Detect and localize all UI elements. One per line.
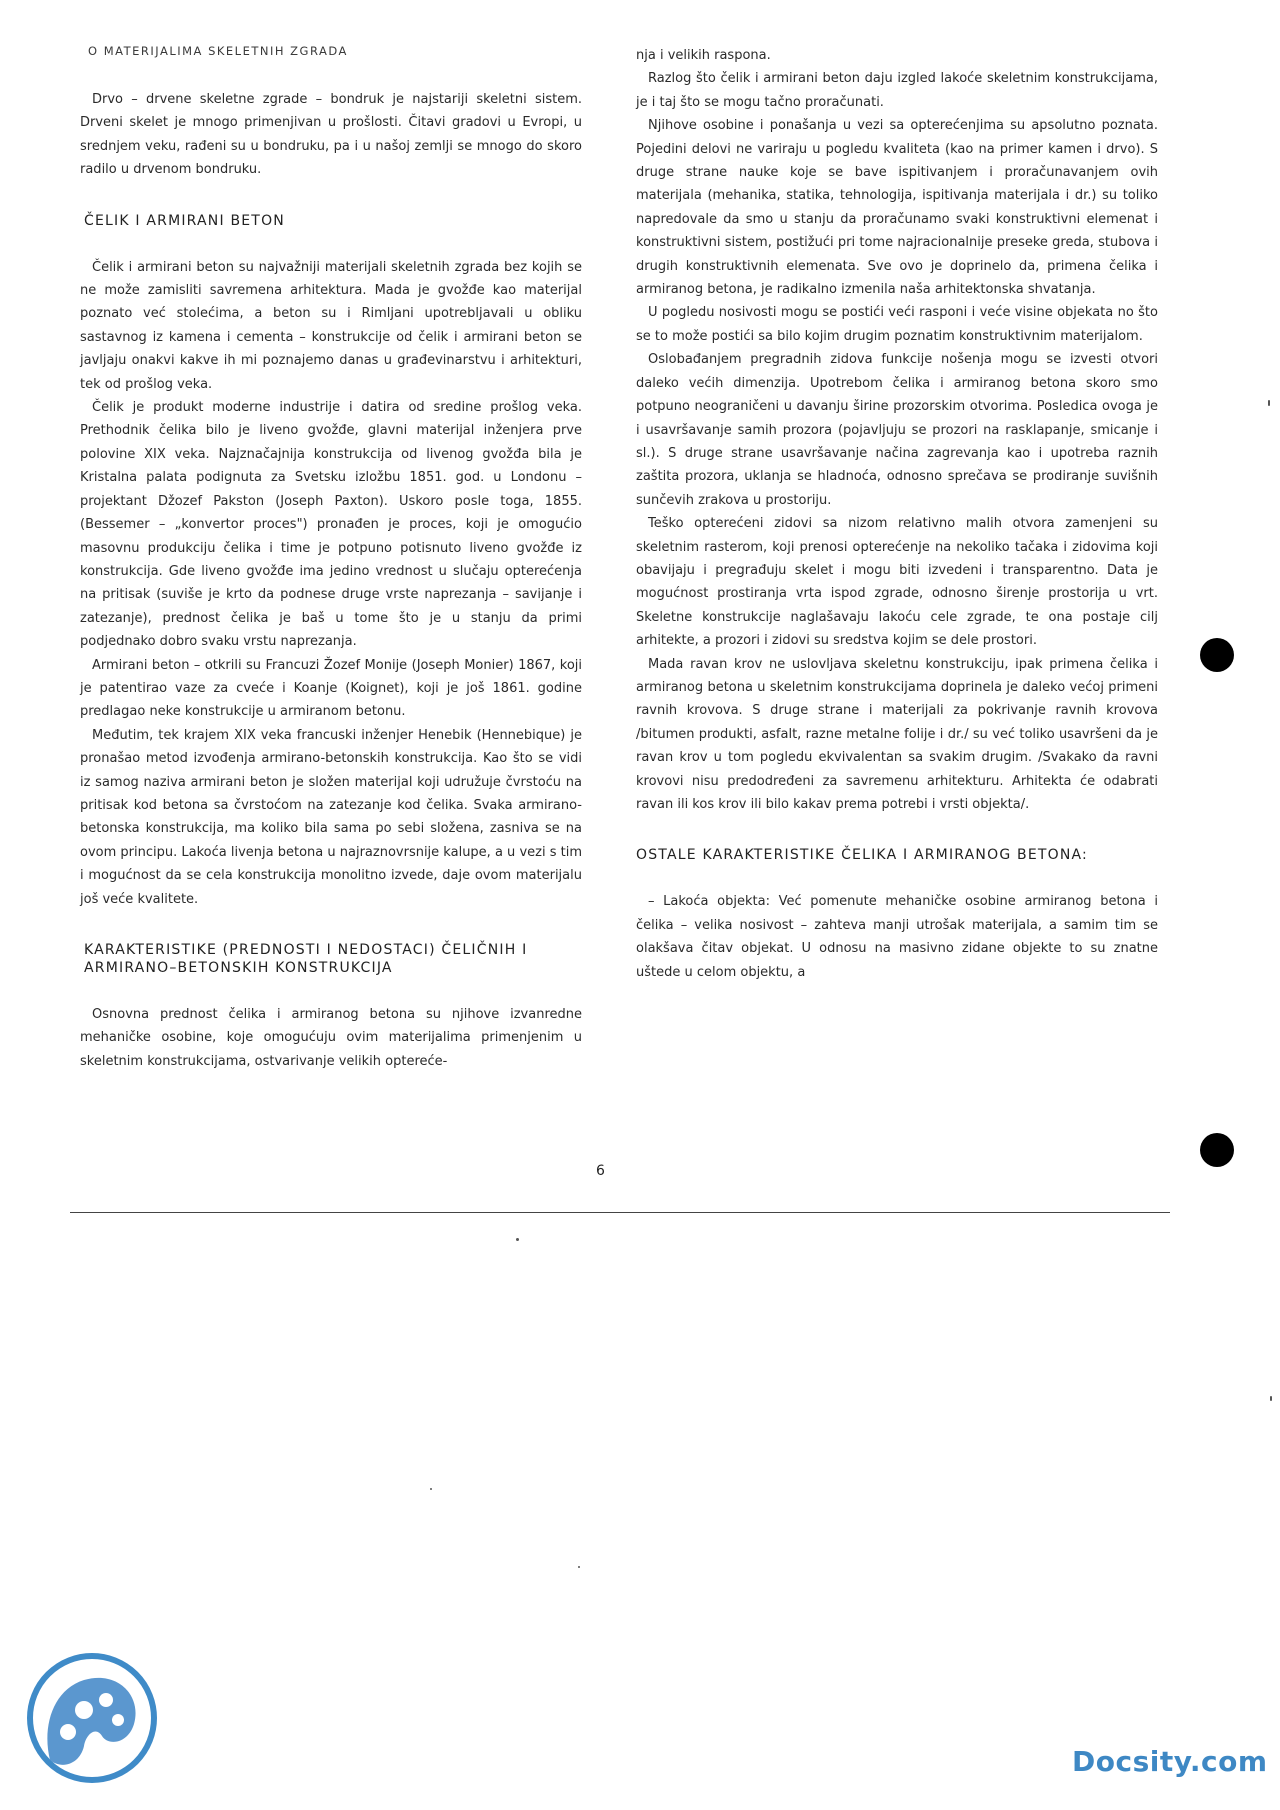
paragraph: Armirani beton – otkrili su Francuzi Žozef Monije (Joseph Monier) 1867, koji je patentirao vaze za cveće i Koanje (Koignet), koji je još 1861. godine predlagao neke konstrukcije u armiranom betonu. [80,657,582,720]
page-number: 6 [596,1163,605,1179]
paragraph: Čelik je produkt moderne industrije i datira od sredine prošlog veka. Prethodnik čelika bilo je liveno gvožđe, glavni materijal inženjera prve polovine XIX veka. Najznačajnija konstrukcija od livenog gvožđa bila je Kristalna palata podignuta za Svetsku izložbu 1851. god. u Londonu – projektant Džozef Pakston (Joseph Paxton). Uskoro posle toga, 1855. (Bessemer – „konvertor proces") pronađen je proces, koji je omogućio masovnu produkciju čelika i time je potpuno potisnuto liveno gvožđe iz konstrukcija. Gde liveno gvožđe ima jedino vrednost u slučaju opterećenja na pritisak (suviše je krto da podnese druge vrste naprezanja – savijanje i zatezanje), prednost čelika je baš u tome što je u stanju da primi podjednako dobro svaku vrstu naprezanja. [80,400,582,650]
paragraph: – Lakoća objekta: Već pomenute mehaničke osobine armiranog betona i čelika – velika nosivost – zahteva manji utrošak materijala, a samim tim se olakšava čitav objekat. U odnosu na masivno zidane objekte to su znatne uštede u celom objektu, a [636,894,1158,980]
paragraph: U pogledu nosivosti mogu se postići veći rasponi i veće visine objekata no što se to može postići sa bilo kojim drugim poznatim konstruktivnim materijalom. [636,305,1158,344]
scan-speck [516,1238,519,1241]
watermark-brand: Docsity.com [1072,1745,1268,1778]
paragraph: nja i velikih raspona. [636,48,771,63]
paragraph: Oslobađanjem pregradnih zidova funkcije nošenja mogu se izvesti otvori daleko većih dimenzija. Upotrebom čelika i armiranog betona skoro smo potpuno neograničeni u davanju širine prozorskim otvorima. Posledica ovoga je i usavršavanje samih prozora (pojavljuju se prozori na rasklapanje, smicanje i sl.). S druge strane usavršavanje načina zagrevanja kao i upotreba raznih zaštita prozora, uklanja se hladnoća, odnosno sprečava se prodiranje suvišnih sunčevih zrakova u prostoriju. [636,352,1158,508]
scan-speck [578,1566,580,1568]
paragraph: Njihove osobine i ponašanja u vezi sa opterećenjima su apsolutno poznata. Pojedini delovi ne variraju u pogledu kvaliteta (kao na primer kamen i drvo). S druge strane nauke koje se bave ispitivanjem i proračunavanjem ovih materijala (mehanika, statika, tehnologija, ispitivanja materijala i dr.) su toliko napredovale da smo u stanju da proračunamo svaki konstruktivni elemenat i konstruktivni sistem, postižući pri tome najracionalnije preseke greda, stubova i drugih konstruktivnih elemenata. Sve ovo je doprinelo da, primena čelika i armiranog betona, je radikalno izmenila naša arhitektonska shvatanja. [636,118,1158,298]
section-heading-characteristics: KARAKTERISTIKE (PREDNOSTI I NEDOSTACI) ČELIČNIH I ARMIRANO–BETONSKIH KONSTRUKCIJA [84,942,528,976]
section-heading-other-characteristics: OSTALE KARAKTERISTIKE ČELIKA I ARMIRANOG BETONA: [636,847,1088,864]
docsity-logo-icon [22,1648,162,1788]
paragraph: Međutim, tek krajem XIX veka francuski inženjer Henebik (Hennebique) je pronašao metod izvođenja armirano-betonskih konstrukcija. Kao što se vidi iz samog naziva armirani beton je složen materijal koji udružuje čvrstoću na pritisak kod betona sa čvrstoćom na zatezanje kod čelika. Svaka armirano-betonska konstrukcija, ma koliko bila sama po sebi složena, zasniva se na ovom principu. Lakoća livenja betona u najraznovrsnije kalupe, a u vezi s tim i mogućnost da se cela konstrukcija monolitno izvede, daje ovom materijalu još veće kvalitete. [80,727,582,907]
paragraph: Mada ravan krov ne uslovljava skeletnu konstrukciju, ipak primena čelika i armiranog betona u skeletnim konstrukcijama doprinela je daleko većoj primeni ravnih krovova. S druge strane i materijali za pokrivanje ravnih krovova /bitumen produkti, asfalt, razne metalne folije i dr./ su već toliko usavršeni da je ravan krov u tom pogledu ekvivalentan sa svakim drugim. /Svakako da ravni krovovi nisu predodređeni za savremenu arhitekturu. Arhitekta će odabrati ravan ili kos krov ili bilo kakav prema potrebi i vrsti objekta/. [636,656,1158,812]
intro-paragraph: Drvo – drvene skeletne zgrade – bondruk je najstariji skeletni sistem. Drveni skelet je mnogo primenjivan u prošlosti. Čitavi gradovi u Evropi, u srednjem veku, rađeni su u bondruku, pa i u našoj zemlji se mnogo do skoro radilo u drvenom bondruku. [80,92,582,178]
scan-speck [1270,1396,1272,1401]
scan-speck [1268,400,1270,406]
running-head: O MATERIJALIMA SKELETNIH ZGRADA [88,44,348,58]
footer-rule-gap [970,1214,1170,1215]
paragraph: Teško opterećeni zidovi sa nizom relativno malih otvora zamenjeni su skeletnim rasterom, koji prenosi opterećenje na nekoliko tačaka i zidovima koji obavijaju i pregrađuju skelet i mogu biti izvedeni i transparentno. Data je mogućnost prostiranja vrta ispod zgrade, odnosno širenje prostorija u vrt. Skeletne konstrukcije naglašavaju lakoću cele zgrade, te ona postaje cilj arhitekte, a prozori i zidovi su sredstva kojim se dele prostori. [636,516,1158,649]
footer-rule [70,1212,1170,1213]
punch-hole [1200,1133,1234,1167]
paragraph: Osnovna prednost čelika i armiranog betona su njihove izvanredne mehaničke osobine, koje omogućuju ovim materijalima primenjenim u skeletnim konstrukcijama, ostvarivanje velikih optereće- [80,1007,582,1069]
punch-hole [1200,638,1234,672]
right-column [636,44,1158,984]
paragraph: Razlog što čelik i armirani beton daju izgled lakoće skeletnim konstrukcijama, je i taj što se mogu tačno proračunati. [636,71,1158,110]
scan-speck [430,1488,432,1490]
paragraph: Čelik i armirani beton su najvažniji materijali skeletnih zgrada bez kojih se ne može zamisliti savremena arhitektura. Mada je gvožđe kao materijal poznato već stolećima, a beton su i Rimljani upotrebljavali u obliku sastavnog iz kamena i cementa – konstrukcije od čelik i armirani beton se javljaju onakvi kakve ih mi poznajemo danas u građevinarstvu i arhitekturi, tek od prošlog veka. [80,259,582,392]
left-column [80,44,582,1073]
section-heading-steel-concrete: ČELIK I ARMIRANI BETON [84,212,285,229]
